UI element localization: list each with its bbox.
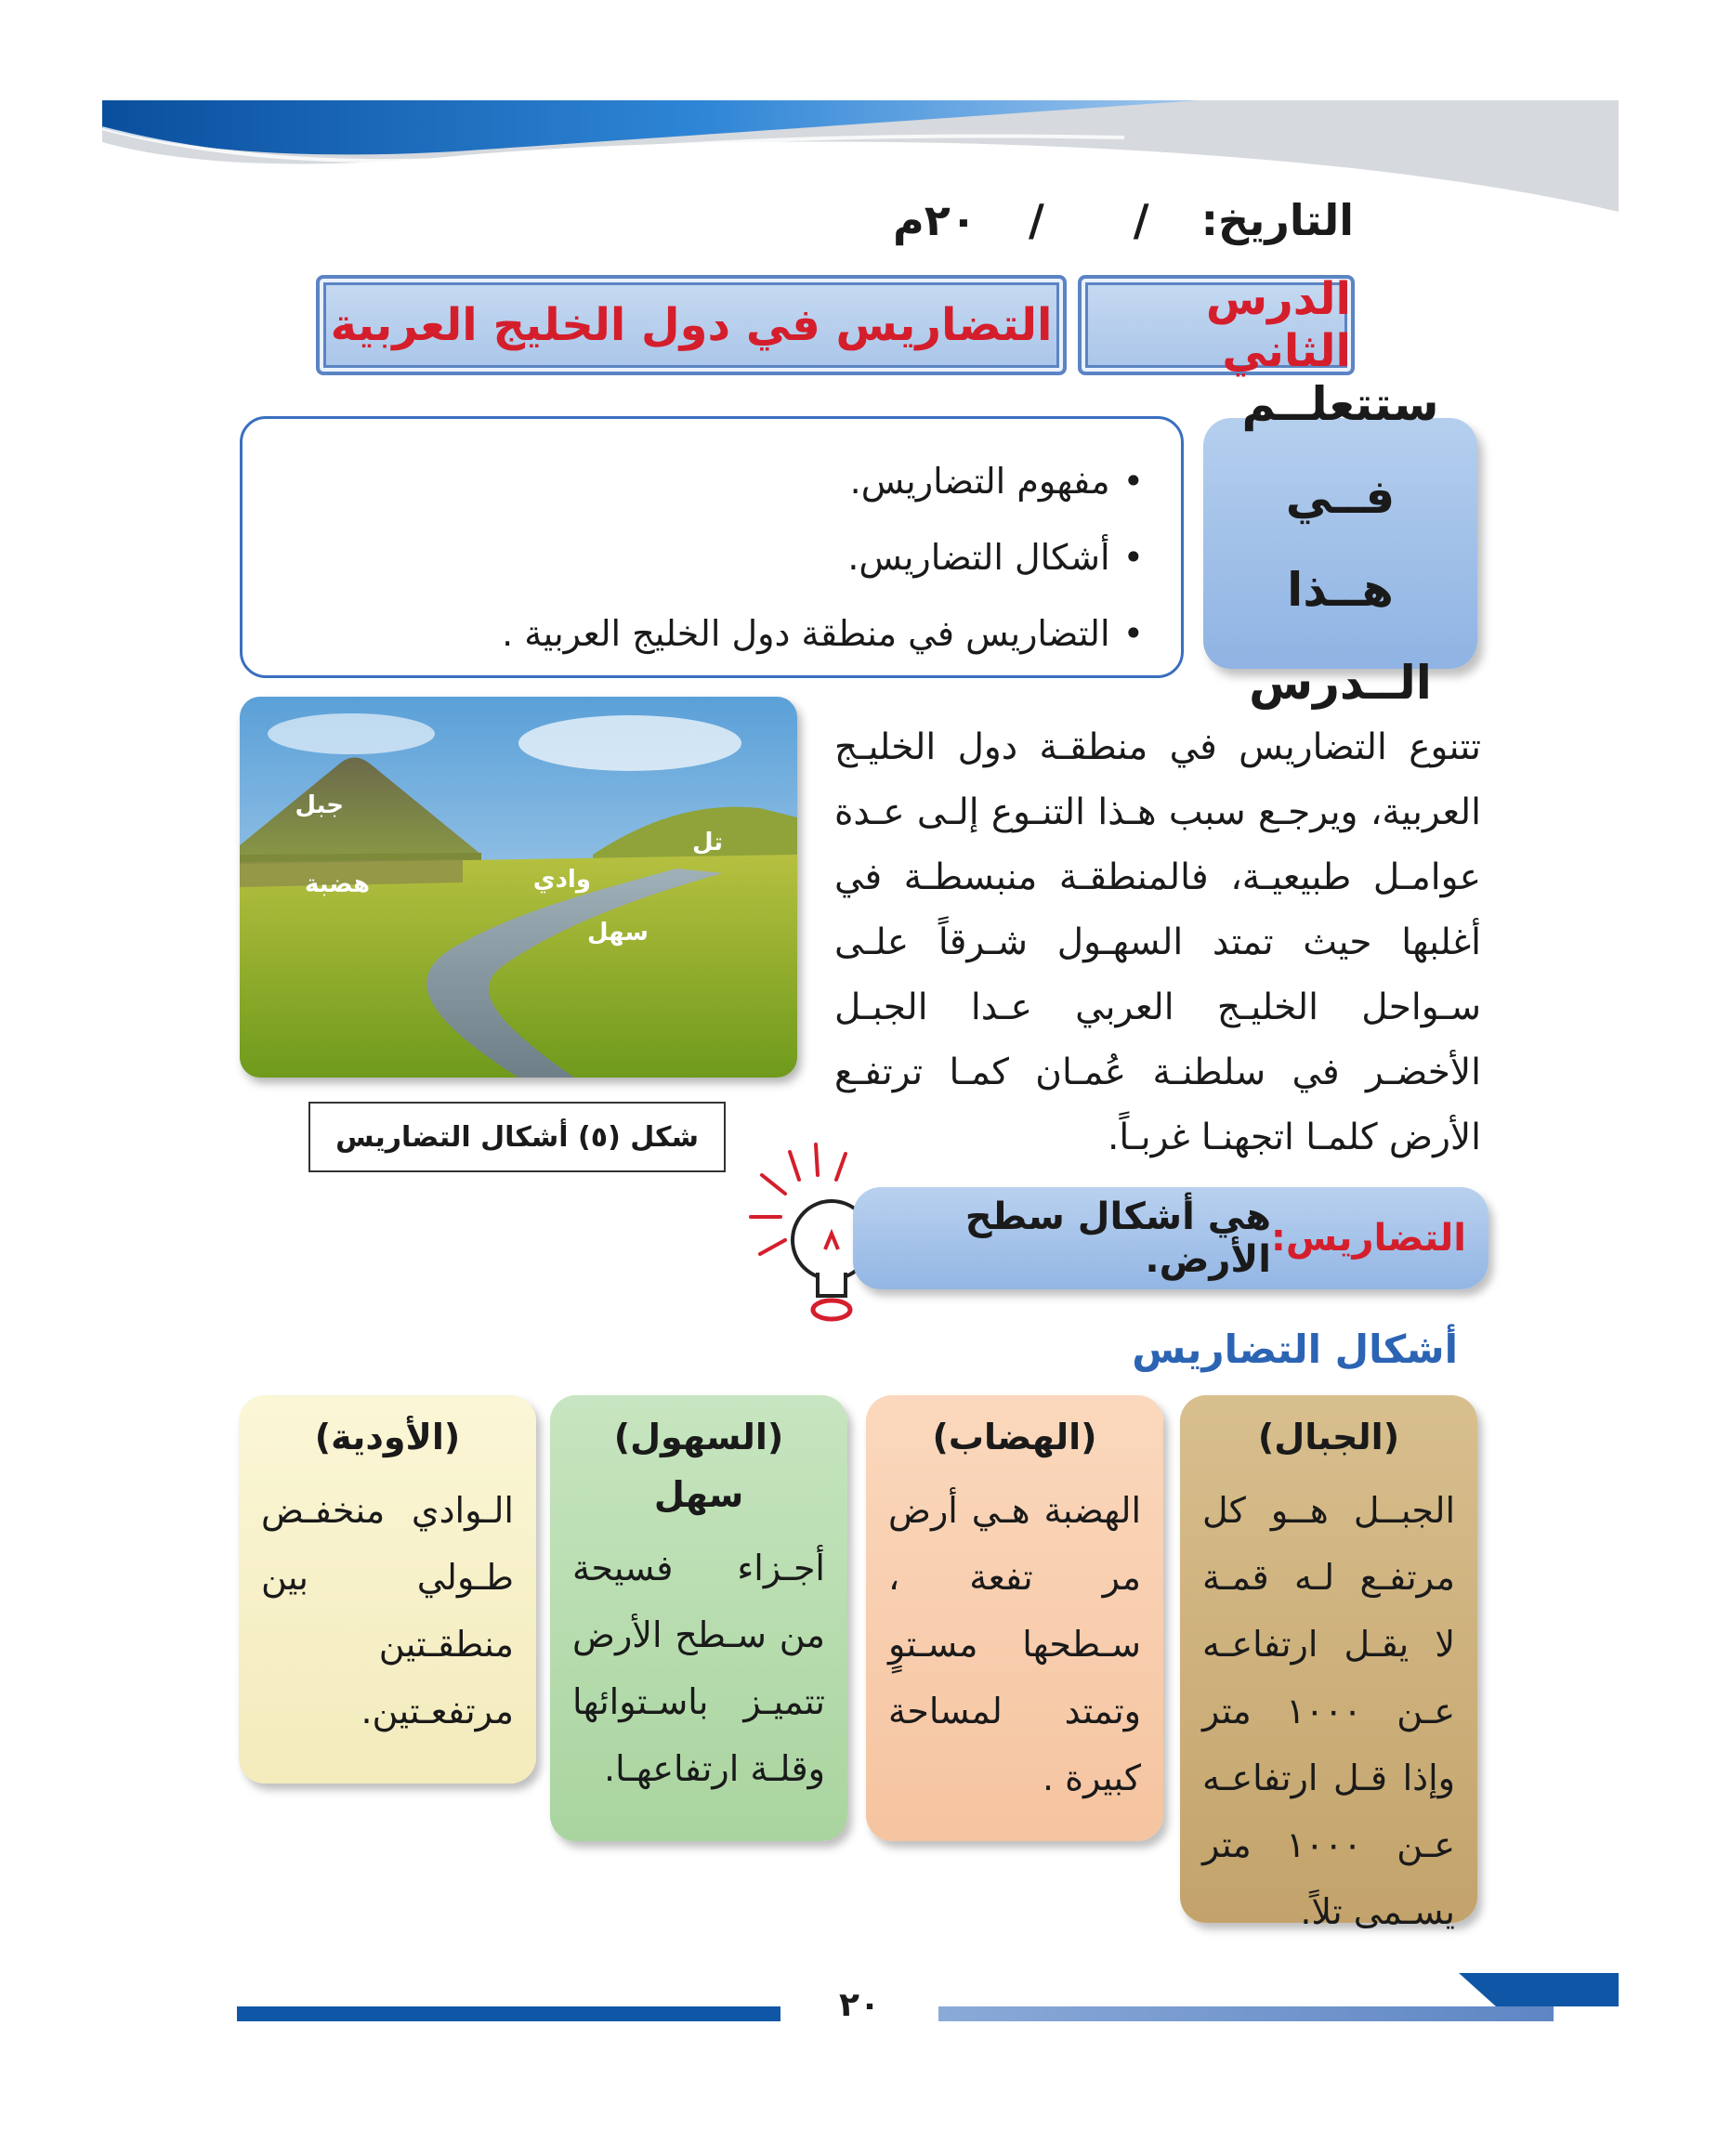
photo-label-valley: وادي [532, 866, 591, 894]
learn-in-lesson-box: ستتعلــم فــي هــذا الــدرس [1203, 418, 1477, 669]
figure-caption-text: شكل (٥) أشكال التضاريس [335, 1120, 699, 1154]
definition-term: التضاريس: [1270, 1217, 1466, 1260]
lesson-title-frame [316, 275, 1067, 375]
photo-label-plateau: هضبة [304, 870, 370, 898]
section-title: أشكال التضاريس [1132, 1326, 1458, 1372]
photo-label-plain: سهل [587, 919, 649, 947]
card-text: الجبــل هــو كل مرتفـع لـه قمـة لا يقـل ارتفاعـه عـن ١٠٠٠ متر وإذا قـل ارتفاعـه عـن ١٠٠٠ متر يسـمى تلاً. [1202, 1490, 1455, 1932]
lesson-number: الدرس الثاني [1205, 273, 1351, 377]
date-slash: / [1133, 195, 1149, 245]
date-slash: / [1028, 195, 1044, 245]
card-title: (الأودية) [314, 1417, 461, 1457]
card-text: أجـزاء فسيحة من سـطح الأرض تتميـز باسـتوائها وقلـة ارتفاعهـا. [572, 1548, 825, 1789]
lesson-title: التضاريس في دول الخليج العربية [330, 299, 1053, 351]
card-mountains [1180, 1395, 1477, 1932]
objective-item: • مفهوم التضاريس. [243, 443, 1144, 519]
card-plateaus [866, 1395, 1163, 1841]
card-text: الـوادي منخفـض طـولي بين منطقـتين مرتفعـتين. [261, 1490, 514, 1731]
objectives-list [243, 419, 1181, 672]
figure-caption [308, 1102, 726, 1172]
card-title: (السهول) سهل [613, 1417, 784, 1515]
objectives-box [240, 416, 1184, 678]
date-suffix: ٢٠م [893, 195, 977, 245]
photo-label-hill: تل [692, 829, 723, 856]
page-number: ٢٠ [839, 1986, 880, 2024]
card-text: الهضبة هـي أرض مر تفعة ، سـطحها مسـتوٍ وتمتد لمساحة كبيرة . [888, 1490, 1141, 1798]
photo-label-mountain: جبل [295, 791, 344, 819]
objective-item: • أشكال التضاريس. [243, 519, 1144, 595]
definition-box [853, 1187, 1488, 1289]
card-title: (الهضاب) [932, 1417, 1097, 1457]
header-wave-banner [102, 100, 1619, 212]
date-label: التاريخ: [1200, 195, 1354, 245]
footer-bar [237, 2006, 780, 2021]
footer-tab [1459, 1973, 1619, 2006]
card-plains [550, 1395, 847, 1841]
card-valleys [239, 1395, 536, 1784]
objective-item: • التضاريس في منطقة دول الخليج العربية . [243, 595, 1144, 672]
landforms-photo [240, 697, 797, 1078]
intro-paragraph: تتنوع التضاريس في منطقـة دول الخليـج العربية، ويرجـع سبب هـذا التنـوع إلـى عـدة عوامـل طبيعيـة، فالمنطقـة منبسطـة في أغلبها حيث تمتد السهـول شـرقاً علـى سـواحل الخليـج العربي عـدا الجبـل الأخضـر في سلطنـة عُمـان كمـا ترتفـع الأرض كلمـا اتجهنـا غربـاً. [834, 726, 1481, 1158]
date-line [893, 195, 1354, 245]
footer-bar [938, 2006, 1554, 2021]
definition-text: هي أشكال سطح الأرض. [964, 1196, 1271, 1281]
card-title: (الجبال) [1257, 1417, 1400, 1457]
